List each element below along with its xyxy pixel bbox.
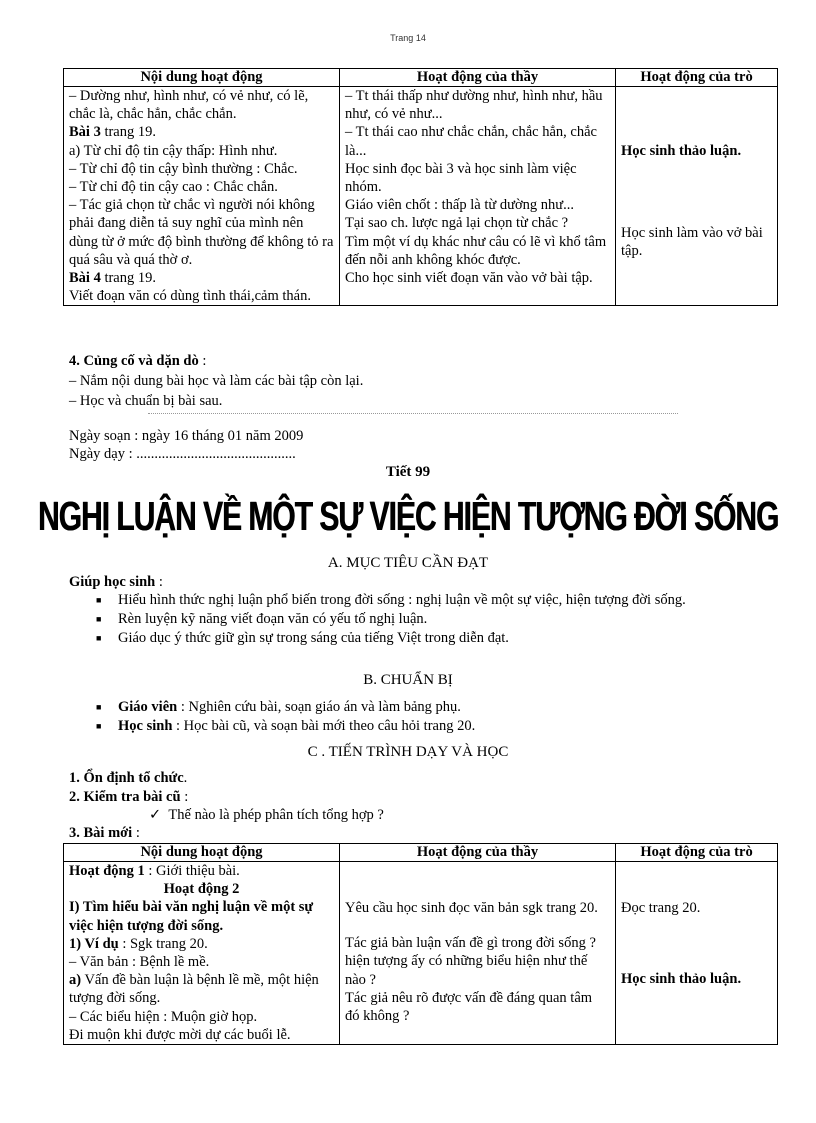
step-heading: 1. Ổn định tổ chức.: [69, 770, 188, 786]
list-item: ■ Hiểu hình thức nghị luận phổ biến trong đời sống : nghị luận về một sự việc, hiện tượng đời sống.: [96, 591, 766, 610]
text-line: – Từ chỉ độ tin cậy bình thường : Chắc.: [69, 160, 298, 177]
text-line: Viết đoạn văn có dùng tình thái,cảm thán.: [69, 288, 311, 305]
exercise-heading: Bài 4 trang 19.: [69, 270, 156, 287]
list-item: ■ Học sinh : Học bài cũ, và soạn bài mới theo câu hỏi trang 20.: [96, 717, 766, 736]
text-line: Tìm một ví dụ khác như câu có lẽ vì khổ tâm đến nỗi anh không khóc được.: [345, 233, 607, 268]
table-header-row: [64, 844, 778, 862]
text-line: Cho học sinh viết đoạn văn vào vở bài tập.: [345, 270, 593, 287]
step-heading: 3. Bài mới :: [69, 825, 140, 841]
procedure-steps: [69, 769, 188, 806]
activity-heading: Hoạt động 2: [163, 881, 240, 898]
divider: [148, 413, 678, 414]
text-line: – Tác giả chọn từ chắc vì người nói không phải đang diễn tả suy nghĩ của mình nên dùng từ ở mức độ bình thường để không tỏ ra quá sâu và quá thờ ơ.: [69, 197, 334, 268]
section-a-title: A. MỤC TIÊU CẦN ĐẠT: [327, 555, 489, 571]
text-line: a) Vấn đề bàn luận là bệnh lề mề, một hiện tượng đời sống.: [69, 972, 319, 1007]
list-item: ■ Rèn luyện kỹ năng viết đoạn văn có yếu tố nghị luận.: [96, 610, 766, 629]
list-item: ■ Giáo viên : Nghiên cứu bài, soạn giáo án và làm bảng phụ.: [96, 698, 766, 717]
text-line: Học sinh thảo luận.: [621, 971, 742, 988]
review-question: ✓ Thế nào là phép phân tích tổng hợp ?: [149, 807, 384, 823]
header-teacher: Hoạt động của thầy: [340, 69, 616, 87]
teach-date: Ngày dạy : ............................................: [69, 446, 296, 462]
header-content: Nội dung hoạt động: [64, 844, 340, 862]
exercise-heading: Bài 3 trang 19.: [69, 124, 156, 141]
text-line: – Tt thái thấp như dường như, hình như, hầu như, có vẻ như...: [345, 88, 603, 123]
dates-block: [69, 427, 303, 463]
text-line: Tác giả bàn luận vấn đề gì trong đời sống ? hiện tượng ấy có những biểu hiện như thế nào ?: [345, 935, 596, 988]
text-line: – Dường như, hình như, có vẻ như, có lẽ, chắc là, chắc hẳn, chắc chắn.: [69, 88, 309, 123]
activity-table-1: [63, 68, 778, 306]
lesson-title: NGHỊ LUẬN VỀ MỘT SỰ VIỆC HIỆN TƯỢNG ĐỜI SỐNG: [37, 495, 779, 540]
content-cell: [64, 87, 340, 306]
text-line: Giáo viên chốt : thấp là từ dường như...: [345, 197, 574, 214]
text-line: Học sinh làm vào vở bài tập.: [621, 225, 763, 260]
objectives-list: [96, 591, 766, 648]
student-cell: [616, 862, 778, 1045]
teacher-cell: [340, 862, 616, 1045]
table-row: [64, 862, 778, 1045]
section-heading: 4. Củng cố và dặn dò :: [69, 353, 207, 369]
activity-table-2: [63, 843, 778, 1045]
review-section: [69, 351, 363, 411]
text-line: – Văn bản : Bệnh lề mề.: [69, 954, 210, 971]
table-header-row: [64, 69, 778, 87]
checkmark-icon: ✓: [149, 807, 162, 823]
text-line: Hoạt động 1 : Giới thiệu bài.: [69, 863, 240, 879]
text-line: Yêu cầu học sinh đọc văn bản sgk trang 20.: [345, 900, 598, 916]
preparation-list: [96, 698, 766, 736]
text-line: – Từ chỉ độ tin cậy cao : Chắc chắn.: [69, 179, 278, 196]
header-content: Nội dung hoạt động: [64, 69, 340, 87]
header-student: Hoạt động của trò: [616, 69, 778, 87]
text-line: 1) Ví dụ : Sgk trang 20.: [69, 935, 208, 952]
table-row: [64, 87, 778, 306]
content-cell: [64, 862, 340, 1045]
text-line: Đọc trang 20.: [621, 900, 701, 916]
text-line: – Các biểu hiện : Muộn giờ họp.: [69, 1008, 258, 1025]
list-item: ■ Giáo dục ý thức giữ gìn sự trong sáng của tiếng Việt trong diễn đạt.: [96, 629, 766, 648]
text-line: – Tt thái cao như chắc chắn, chắc hẳn, chắc là...: [345, 124, 597, 159]
step-heading: 2. Kiểm tra bài cũ :: [69, 788, 189, 805]
part-heading: I) Tìm hiểu bài văn nghị luận về một sự việc hiện tượng đời sống.: [69, 899, 314, 934]
text-line: Tác giả nêu rõ được vấn đề đáng quan tâm đó không ?: [345, 989, 593, 1025]
text-line: a) Từ chỉ độ tin cậy thấp: Hình như.: [69, 142, 278, 159]
text-line: Học sinh đọc bài 3 và học sinh làm việc nhóm.: [345, 160, 577, 196]
teacher-cell: [340, 87, 616, 306]
section-a-intro: Giúp học sinh :: [69, 574, 163, 590]
prep-date: Ngày soạn : ngày 16 tháng 01 năm 2009: [69, 428, 304, 444]
section-b-title: B. CHUẨN BỊ: [363, 672, 453, 688]
page-number: Trang 14: [390, 33, 426, 43]
text-line: – Học và chuẩn bị bài sau.: [69, 393, 223, 409]
section-c-title: C . TIẾN TRÌNH DẠY VÀ HỌC: [307, 744, 509, 760]
text-line: Tại sao ch. lược ngả lại chọn từ chắc ?: [345, 215, 569, 232]
lesson-number: Tiết 99: [385, 464, 431, 480]
text-line: Học sinh thảo luận.: [621, 143, 742, 159]
text-line: Đi muộn khi được mời dự các buổi lễ.: [69, 1026, 291, 1043]
student-cell: [616, 87, 778, 306]
text-line: – Nắm nội dung bài học và làm các bài tập còn lại.: [69, 373, 364, 389]
header-student: Hoạt động của trò: [616, 844, 778, 862]
header-teacher: Hoạt động của thầy: [340, 844, 616, 862]
